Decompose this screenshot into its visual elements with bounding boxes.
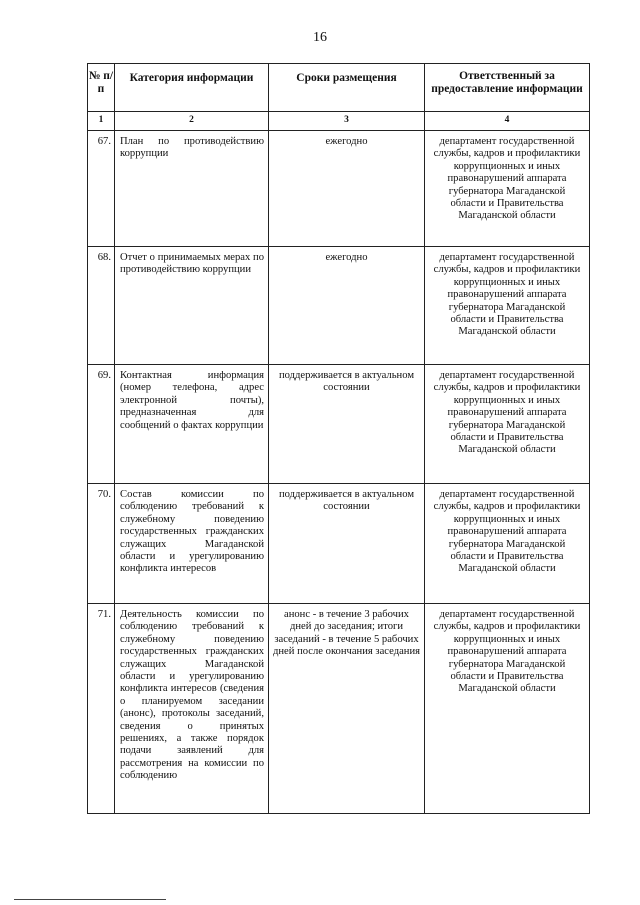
table-row [88, 484, 590, 604]
table-row [88, 365, 590, 484]
header-row [88, 64, 590, 112]
page-number: 16 [313, 30, 327, 45]
row-dates: ежегодно [269, 131, 425, 247]
header-num: № п/п [88, 64, 115, 112]
table-row [88, 131, 590, 247]
column-number: 3 [269, 112, 425, 131]
row-number: 67. [88, 131, 115, 247]
header-responsible: Ответственный за предоставление информации [425, 64, 590, 112]
information-table [87, 63, 590, 814]
row-responsible: департамент государственной службы, кадров и профилактики коррупционных и иных правонарушений аппарата губернатора Магаданской области и Правительства Магаданской области [425, 604, 590, 814]
table-row [88, 604, 590, 814]
row-dates: ежегодно [269, 247, 425, 365]
table-row [88, 247, 590, 365]
row-number: 68. [88, 247, 115, 365]
row-category: Деятельность комиссии по соблюдению требований к служебному поведению государственных гражданских служащих Магаданской области и урегулированию конфликта интересов (сведения о планируемом заседании (анонс), протоколы заседаний, сведения о принятых решениях, а также порядок подачи заявлений для рассмотрения на комиссии по соблюдению [115, 604, 269, 814]
row-responsible: департамент государственной службы, кадров и профилактики коррупционных и иных правонарушений аппарата губернатора Магаданской области и Правительства Магаданской области [425, 131, 590, 247]
row-category: Контактная информация (номер телефона, адрес электронной почты), предназначенная для сообщений о фактах коррупции [115, 365, 269, 484]
column-number: 4 [425, 112, 590, 131]
header-dates: Сроки размещения [269, 64, 425, 112]
row-number: 71. [88, 604, 115, 814]
header-category: Категория информации [115, 64, 269, 112]
row-dates: анонс - в течение 3 рабочих дней до заседания; итоги заседаний - в течение 5 рабочих дней после окончания заседания [269, 604, 425, 814]
column-number: 1 [88, 112, 115, 131]
footnote-separator [14, 899, 166, 900]
column-number: 2 [115, 112, 269, 131]
row-number: 69. [88, 365, 115, 484]
row-dates: поддерживается в актуальном состоянии [269, 484, 425, 604]
row-responsible: департамент государственной службы, кадров и профилактики коррупционных и иных правонарушений аппарата губернатора Магаданской области и Правительства Магаданской области [425, 365, 590, 484]
row-category: Отчет о принимаемых мерах по противодействию коррупции [115, 247, 269, 365]
row-number: 70. [88, 484, 115, 604]
row-category: План по противодействию коррупции [115, 131, 269, 247]
row-dates: поддерживается в актуальном состоянии [269, 365, 425, 484]
row-responsible: департамент государственной службы, кадров и профилактики коррупционных и иных правонарушений аппарата губернатора Магаданской области и Правительства Магаданской области [425, 247, 590, 365]
row-category: Состав комиссии по соблюдению требований к служебному поведению государственных гражданских служащих Магаданской области и урегулированию конфликта интересов [115, 484, 269, 604]
column-numbering-row [88, 112, 590, 131]
row-responsible: департамент государственной службы, кадров и профилактики коррупционных и иных правонарушений аппарата губернатора Магаданской области и Правительства Магаданской области [425, 484, 590, 604]
